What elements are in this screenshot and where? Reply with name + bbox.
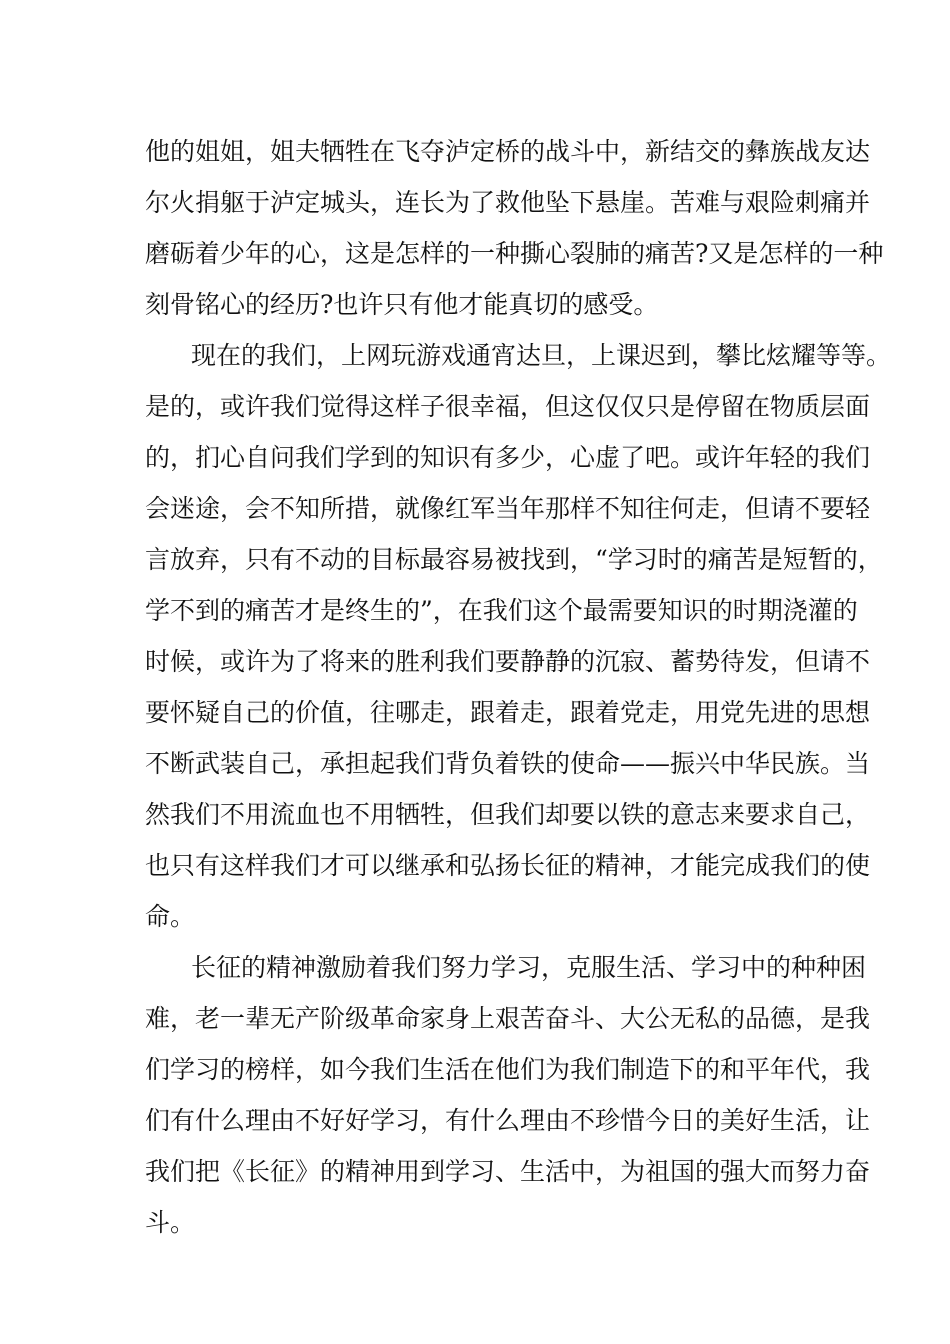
text-line: 难，老一辈无产阶级革命家身上艰苦奋斗、大公无私的品德，是我 (145, 1004, 871, 1033)
text-line: 言放弃，只有不动的目标最容易被找到，“学习时的痛苦是短暂的， (145, 545, 883, 574)
text-line: 的，扪心自问我们学到的知识有多少，心虚了吧。或许年轻的我们 (145, 443, 871, 472)
text-line: 学不到的痛苦才是终生的”，在我们这个最需要知识的时期浇灌的 (145, 596, 858, 625)
text-line: 时候，或许为了将来的胜利我们要静静的沉寂、蓄势待发，但请不 (145, 647, 871, 676)
text-line: 长征的精神激励着我们努力学习，克服生活、学习中的种种困 (191, 953, 867, 982)
paragraph-1 (145, 126, 884, 330)
document-body (145, 126, 892, 1248)
text-line: 要怀疑自己的价值，往哪走，跟着走，跟着党走，用党先进的思想 (145, 698, 871, 727)
text-line: 是的，或许我们觉得这样子很幸福，但这仅仅只是停留在物质层面 (145, 392, 871, 421)
paragraph-2 (145, 330, 892, 942)
text-line: 刻骨铭心的经历?也许只有他才能真切的感受。 (145, 290, 659, 319)
text-line: 们学习的榜样，如今我们生活在他们为我们制造下的和平年代，我 (145, 1055, 871, 1084)
text-line: 会迷途，会不知所措，就像红军当年那样不知往何走，但请不要轻 (145, 494, 871, 523)
text-line: 磨砺着少年的心，这是怎样的一种撕心裂肺的痛苦?又是怎样的一种 (145, 239, 884, 268)
text-line: 命。 (145, 902, 196, 931)
text-line: 尔火捐躯于泸定城头，连长为了救他坠下悬崖。苦难与艰险刺痛并 (145, 188, 871, 217)
text-line: 现在的我们，上网玩游戏通宵达旦，上课迟到，攀比炫耀等等。 (191, 341, 892, 370)
text-line: 然我们不用流血也不用牺牲，但我们却要以铁的意志来要求自己， (145, 800, 871, 829)
paragraph-3 (145, 942, 871, 1248)
text-line: 斗。 (145, 1208, 196, 1237)
text-line: 也只有这样我们才可以继承和弘扬长征的精神，才能完成我们的使 (145, 851, 871, 880)
text-line: 们有什么理由不好好学习，有什么理由不珍惜今日的美好生活，让 (145, 1106, 871, 1135)
text-line: 他的姐姐，姐夫牺牲在飞夺泸定桥的战斗中，新结交的彝族战友达 (145, 137, 871, 166)
text-line: 不断武装自己，承担起我们背负着铁的使命——振兴中华民族。当 (145, 749, 871, 778)
text-line: 我们把《长征》的精神用到学习、生活中，为祖国的强大而努力奋 (145, 1157, 871, 1186)
